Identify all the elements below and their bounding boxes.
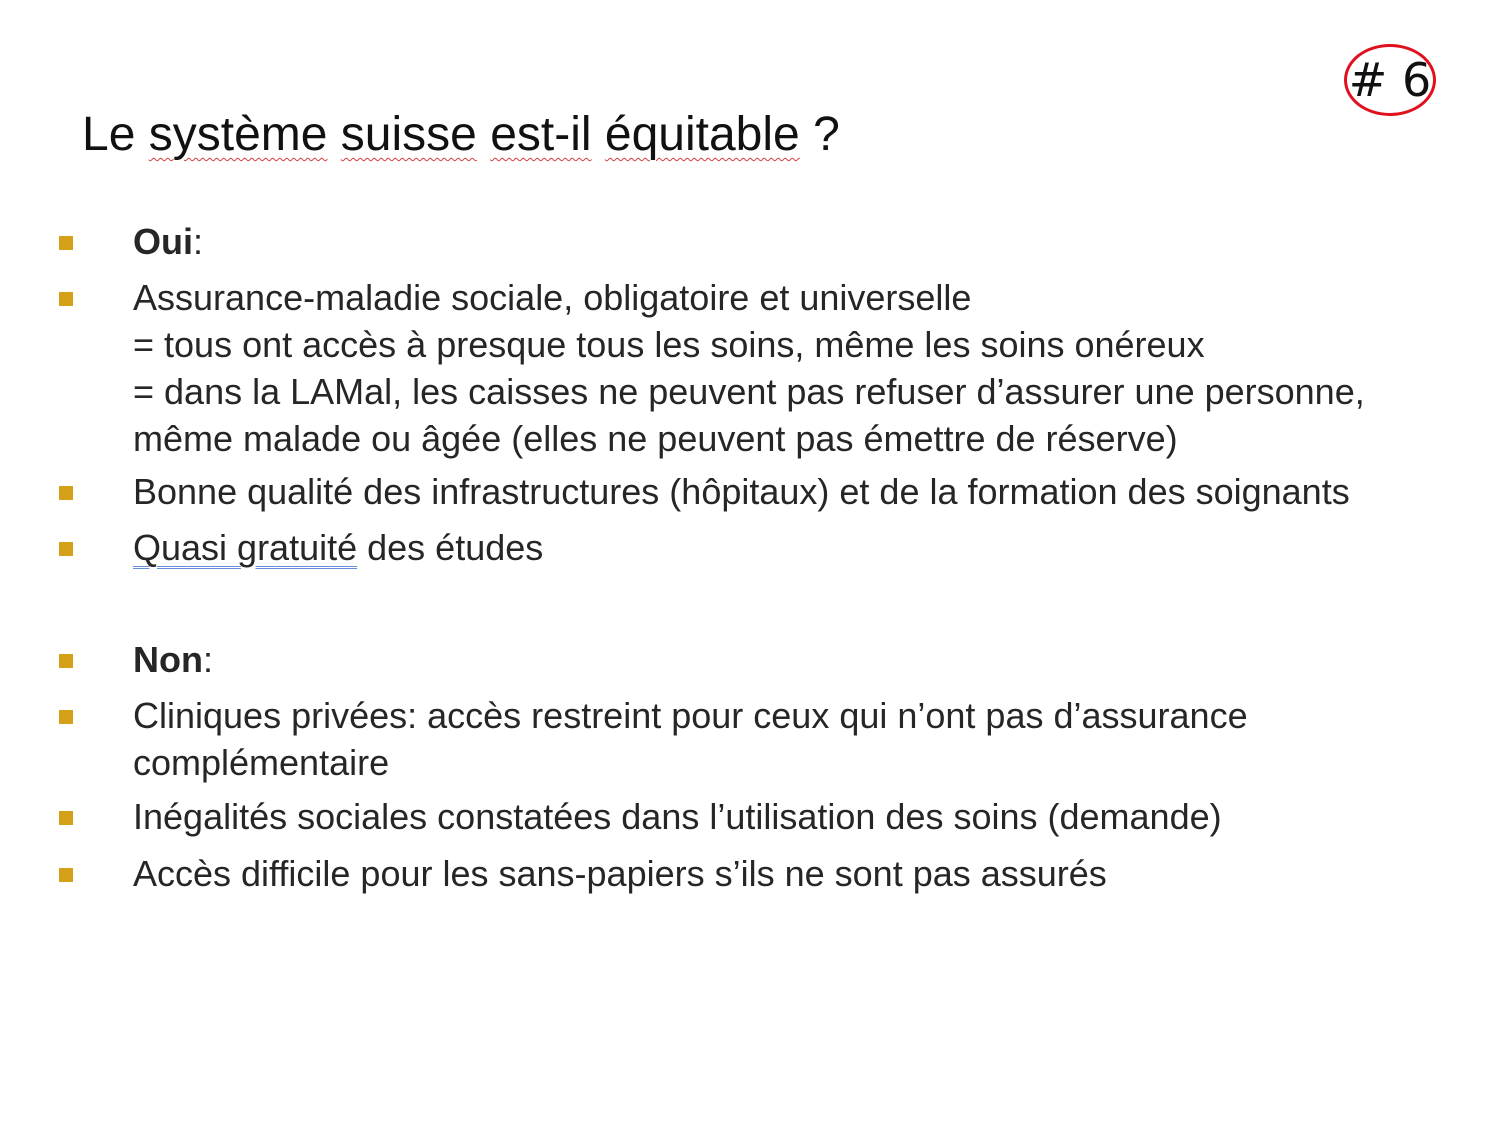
- bullet-inegalites: [133, 793, 1473, 840]
- bullet-line: complémentaire: [133, 742, 390, 783]
- bullet-non-heading: [133, 636, 1473, 683]
- bullet-square-icon: [59, 236, 73, 250]
- bullet-square-icon: [59, 486, 73, 500]
- title-part: Le: [82, 108, 149, 161]
- bullet-square-icon: [59, 710, 73, 724]
- bullet-line: Accès difficile pour les sans-papiers s’ils ne sont pas assurés: [133, 853, 1107, 894]
- bullet-gratuite: [133, 524, 1473, 571]
- bullet-heading: Oui: [133, 221, 193, 262]
- bullet-qualite: [133, 468, 1473, 515]
- bullet-oui-heading: [133, 218, 1473, 265]
- bullet-line: Inégalités sociales constatées dans l’utilisation des soins (demande): [133, 796, 1222, 837]
- bullet-square-icon: [59, 292, 73, 306]
- slide-number-badge: [1344, 44, 1436, 116]
- title-part-spellcheck: équitable: [604, 108, 800, 161]
- bullet-line: Cliniques privées: accès restreint pour ceux qui n’ont pas d’assurance: [133, 695, 1248, 736]
- bullet-line: Assurance-maladie sociale, obligatoire et universelle: [133, 277, 972, 318]
- title-part: [592, 108, 605, 161]
- bullet-square-icon: [59, 811, 73, 825]
- bullet-line: = tous ont accès à presque tous les soins, même les soins onéreux: [133, 324, 1205, 365]
- bullet-heading-suffix: :: [202, 639, 213, 680]
- bullet-heading-suffix: :: [193, 221, 204, 262]
- bullet-heading: Non: [133, 639, 203, 680]
- bullet-text: des études: [357, 527, 544, 568]
- title-part-spellcheck: système: [148, 108, 328, 161]
- bullet-square-icon: [59, 542, 73, 556]
- bullet-line: Bonne qualité des infrastructures (hôpitaux) et de la formation des soignants: [133, 471, 1350, 512]
- slide-number: # 6: [1348, 53, 1432, 107]
- title-part: ?: [799, 108, 840, 161]
- title-part: [327, 108, 340, 161]
- bullet-square-icon: [59, 654, 73, 668]
- bullet-square-icon: [59, 868, 73, 882]
- title-part: [477, 108, 490, 161]
- bullet-acces: [133, 850, 1473, 897]
- bullet-line: même malade ou âgée (elles ne peuvent pas émettre de réserve): [133, 418, 1178, 459]
- bullet-line: = dans la LAMal, les caisses ne peuvent pas refuser d’assurer une personne,: [133, 371, 1365, 412]
- title-part-spellcheck: suisse: [340, 108, 477, 161]
- bullet-cliniques: [133, 692, 1473, 786]
- title-part-spellcheck: est-il: [490, 108, 592, 161]
- bullet-underlined-text: Quasi gratuité: [133, 527, 358, 568]
- slide-title: [82, 104, 840, 166]
- bullet-assurance: [133, 274, 1473, 462]
